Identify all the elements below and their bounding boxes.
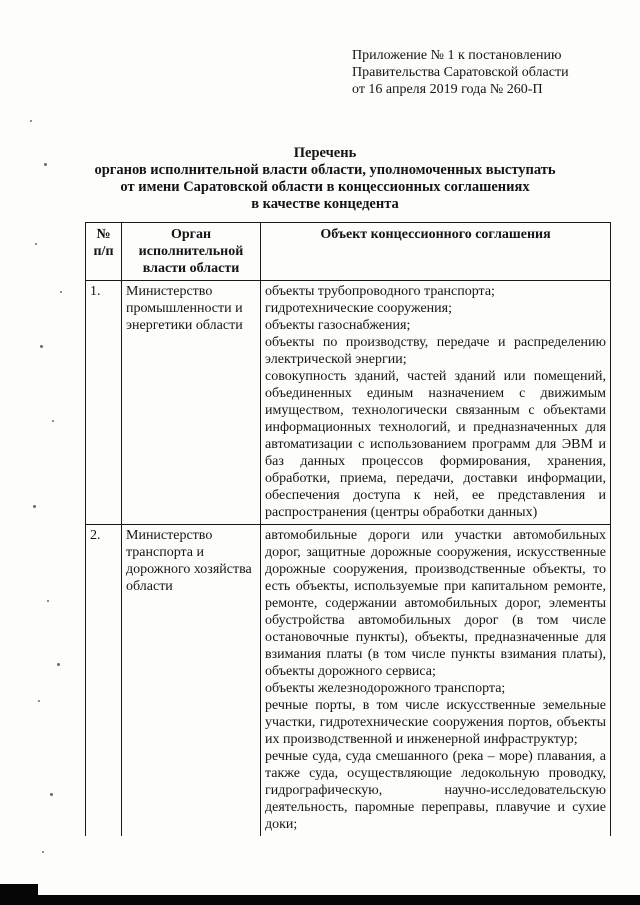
table-row: [86, 525, 611, 837]
scan-edge-artifact: [0, 884, 38, 895]
scan-noise-dot: [40, 345, 43, 348]
title-line: органов исполнительной власти области, уполномоченных выступать: [94, 162, 556, 178]
column-header-organ: Орган исполнительной власти области: [122, 223, 261, 281]
row-number: 1.: [86, 281, 122, 525]
title-line: в качестве концедента: [251, 196, 399, 212]
scan-noise-dot: [33, 505, 36, 508]
row-number: 2.: [86, 525, 122, 837]
scan-noise-dot: [44, 163, 47, 166]
object-item: речные суда, суда смешанного (река – море) плавания, а также суда, осуществляющие ледокольную проводку, гидрографическую, научно-исследовательскую деятельность, паромные переправы, плавучие и сухие доки;: [265, 749, 606, 832]
object-item: автомобильные дороги или участки автомобильных дорог, защитные дорожные сооружения, искусственные дорожные сооружения, производственные объекты, то есть объекты, используемые при капитальном ремонте, ремонте, содержании автомобильных дорог, элементы обустройства автомобильных дорог (в том числе остановочные пункты), объекты, предназначенные для взимания платы (в том числе пункты взимания платы), объекты дорожного сервиса;: [265, 528, 606, 679]
reference-line: Правительства Саратовской области: [352, 65, 569, 80]
scan-noise-dot: [47, 600, 49, 602]
scan-noise-dot: [50, 793, 53, 796]
table-header-row: [86, 223, 611, 281]
scan-noise-dot: [52, 420, 54, 422]
object-list: [261, 525, 611, 837]
object-item: объекты трубопроводного транспорта;: [265, 284, 495, 299]
object-item: совокупность зданий, частей зданий или помещений, объединенных единым назначением с движимым имуществом, технологически связанным с объектами информационных технологий, и предназначенных для автоматизации с использованием программ для ЭВМ и баз данных процессов формирования, хранения, обработки, приема, передачи, доставки информации, обеспечения доступа к ней, ее представления и распространения (центры обработки данных): [265, 369, 606, 520]
reference-line: от 16 апреля 2019 года № 260-П: [352, 82, 543, 97]
scan-edge-bar: [0, 895, 640, 905]
scan-noise-dot: [38, 700, 40, 702]
title-line: от имени Саратовской области в концессионных соглашениях: [120, 179, 530, 195]
table-row: [86, 281, 611, 525]
document-title: [55, 145, 595, 213]
object-list: [261, 281, 611, 525]
concession-table: [85, 222, 611, 836]
scan-noise-dot: [60, 291, 62, 293]
object-item: объекты газоснабжения;: [265, 318, 411, 333]
reference-line: Приложение № 1 к постановлению: [352, 48, 562, 63]
scan-noise-dot: [30, 120, 32, 122]
scan-noise-dot: [35, 243, 37, 245]
column-header-num: № п/п: [86, 223, 122, 281]
object-item: речные порты, в том числе искусственные земельные участки, гидротехнические сооружения портов, объекты их производственной и инженерной инфраструктур;: [265, 698, 606, 747]
organ-name: Министерство транспорта и дорожного хозяйства области: [122, 525, 261, 837]
title-line: Перечень: [293, 145, 357, 161]
organ-name: Министерство промышленности и энергетики области: [122, 281, 261, 525]
object-item: объекты по производству, передаче и распределению электрической энергии;: [265, 335, 606, 367]
column-header-object: Объект концессионного соглашения: [261, 223, 611, 281]
object-item: объекты железнодорожного транспорта;: [265, 681, 506, 696]
scan-noise-dot: [57, 663, 60, 666]
reference-block: [352, 47, 569, 98]
object-item: гидротехнические сооружения;: [265, 301, 452, 316]
scan-noise-dot: [42, 851, 44, 853]
